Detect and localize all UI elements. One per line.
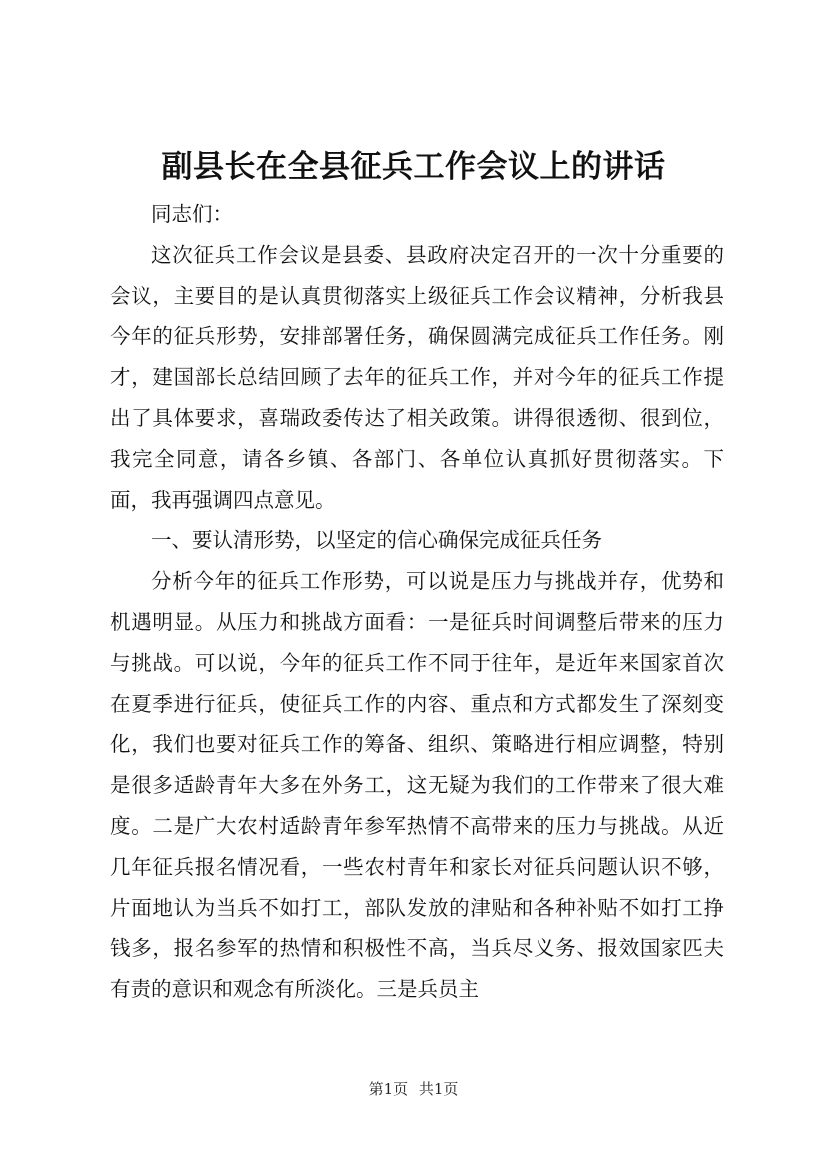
- body-paragraph: 分析今年的征兵工作形势，可以说是压力与挑战并存，优势和机遇明显。从压力和挑战方面看：一是征兵时间调整后带来的压力与挑战。可以说，今年的征兵工作不同于往年，是近年来国家首次在夏季进行征兵，使征兵工作的内容、重点和方式都发生了深刻变化，我们也要对征兵工作的筹备、组织、策略进行相应调整，特别是很多适龄青年大多在外务工，这无疑为我们的工作带来了很大难度。二是广大农村适龄青年参军热情不高带来的压力与挑战。从近几年征兵报名情况看，一些农村青年和家长对征兵问题认识不够，片面地认为当兵不如打工，部队发放的津贴和各种补贴不如打工挣钱多，报名参军的热情和积极性不高，当兵尽义务、报效国家匹夫有责的意识和观念有所淡化。三是兵员主: [110, 569, 724, 1002]
- document-body: [110, 194, 724, 1010]
- salutation-paragraph: 同志们：: [151, 202, 233, 226]
- document-title: 副县长在全县征兵工作会议上的讲话: [161, 149, 666, 185]
- page-number: 第1页: [368, 1080, 409, 1098]
- intro-paragraph: 这次征兵工作会议是县委、县政府决定召开的一次十分重要的会议，主要目的是认真贯彻落实上级征兵工作会议精神，分析我县今年的征兵形势，安排部署任务，确保圆满完成征兵工作任务。刚才，建国部长总结回顾了去年的征兵工作，并对今年的征兵工作提出了具体要求，喜瑞政委传达了相关政策。讲得很透彻、很到位，我完全同意，请各乡镇、各部门、各单位认真抓好贯彻落实。下面，我再强调四点意见。: [110, 242, 724, 512]
- page-total: 共1页: [418, 1080, 459, 1098]
- section-heading-1: 一、要认清形势，以坚定的信心确保完成征兵任务: [151, 528, 602, 553]
- page-footer: [0, 1078, 827, 1100]
